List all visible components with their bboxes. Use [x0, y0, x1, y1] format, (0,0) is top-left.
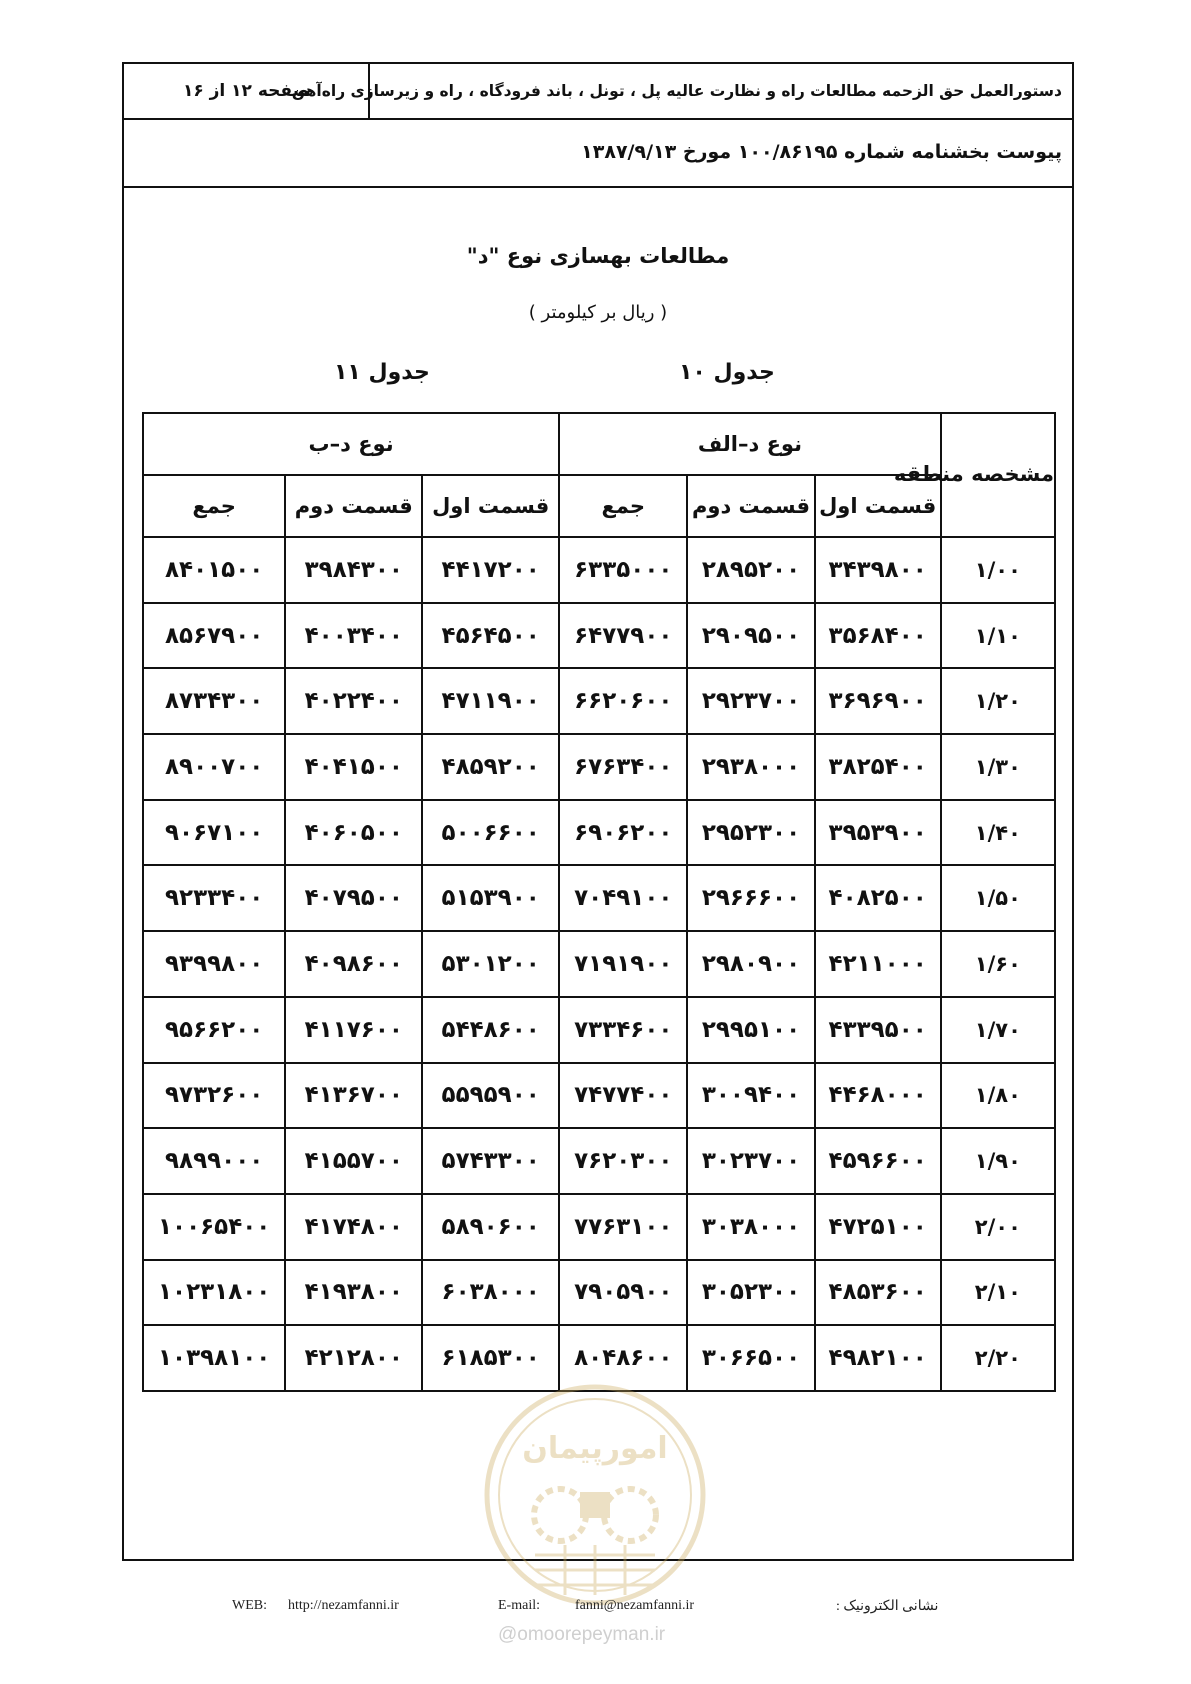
- table-row: [143, 1063, 1055, 1129]
- a-part2-cell: ۳۰۲۳۷۰۰: [687, 1128, 814, 1194]
- footer-web-label: WEB:: [232, 1598, 267, 1613]
- a-total-cell: ۶۹۰۶۲۰۰: [559, 800, 687, 866]
- document-title: مطالعات بهسازی نوع "د": [466, 244, 730, 268]
- b-part1-cell: ۶۰۳۸۰۰۰: [422, 1260, 559, 1326]
- region-cell: ۱/۳۰: [941, 734, 1055, 800]
- footer-email-fa-label: نشانی الکترونیک :: [836, 1599, 939, 1614]
- b-part2-cell: ۴۰۲۲۴۰۰: [285, 668, 422, 734]
- region-cell: ۱/۴۰: [941, 800, 1055, 866]
- a-part2-cell: ۳۰۵۲۳۰۰: [687, 1260, 814, 1326]
- region-cell: ۱/۰۰: [941, 537, 1055, 603]
- a-part1-cell: ۴۵۹۶۶۰۰: [815, 1128, 941, 1194]
- a-part1-cell: ۳۶۹۶۹۰۰: [815, 668, 941, 734]
- table-10-label: جدول ۱۰: [679, 360, 775, 385]
- group-a-total-header: جمع: [559, 475, 687, 537]
- a-total-cell: ۸۰۴۸۶۰۰: [559, 1325, 687, 1391]
- b-part2-cell: ۴۰۴۱۵۰۰: [285, 734, 422, 800]
- region-cell: ۱/۹۰: [941, 1128, 1055, 1194]
- b-part2-cell: ۴۱۹۳۸۰۰: [285, 1260, 422, 1326]
- a-part1-cell: ۴۰۸۲۵۰۰: [815, 865, 941, 931]
- a-part1-cell: ۴۴۶۸۰۰۰: [815, 1063, 941, 1129]
- b-total-cell: ۹۳۹۹۸۰۰: [143, 931, 285, 997]
- group-b-header: نوع د–ب: [143, 413, 559, 475]
- a-part2-cell: ۲۹۹۵۱۰۰: [687, 997, 814, 1063]
- region-cell: ۲/۱۰: [941, 1260, 1055, 1326]
- b-total-cell: ۱۰۰۶۵۴۰۰: [143, 1194, 285, 1260]
- a-part2-cell: ۲۹۵۲۳۰۰: [687, 800, 814, 866]
- a-part1-cell: ۳۹۵۳۹۰۰: [815, 800, 941, 866]
- table-row: [143, 537, 1055, 603]
- footer: [0, 1598, 1191, 1620]
- a-part2-cell: ۲۹۰۹۵۰۰: [687, 603, 814, 669]
- a-part1-cell: ۳۵۶۸۴۰۰: [815, 603, 941, 669]
- page-number: صفحه ۱۲ از ۱۶: [182, 81, 310, 101]
- a-total-cell: ۷۴۷۷۴۰۰: [559, 1063, 687, 1129]
- a-total-cell: ۶۶۲۰۶۰۰: [559, 668, 687, 734]
- footer-web-link[interactable]: http://nezamfanni.ir: [288, 1598, 399, 1613]
- a-part1-cell: ۴۳۳۹۵۰۰: [815, 997, 941, 1063]
- b-total-cell: ۹۸۹۹۰۰۰: [143, 1128, 285, 1194]
- group-a-part1-header: قسمت اول: [815, 475, 941, 537]
- b-part1-cell: ۵۷۴۳۳۰۰: [422, 1128, 559, 1194]
- b-part1-cell: ۴۷۱۱۹۰۰: [422, 668, 559, 734]
- b-part2-cell: ۴۰۶۰۵۰۰: [285, 800, 422, 866]
- a-total-cell: ۶۳۳۵۰۰۰: [559, 537, 687, 603]
- a-part1-cell: ۳۴۳۹۸۰۰: [815, 537, 941, 603]
- b-part2-cell: ۴۰۷۹۵۰۰: [285, 865, 422, 931]
- a-total-cell: ۷۹۰۵۹۰۰: [559, 1260, 687, 1326]
- table-row: [143, 800, 1055, 866]
- a-total-cell: ۶۴۷۷۹۰۰: [559, 603, 687, 669]
- table-row: [143, 1194, 1055, 1260]
- b-total-cell: ۹۰۶۷۱۰۰: [143, 800, 285, 866]
- group-a-part2-header: قسمت دوم: [687, 475, 814, 537]
- b-total-cell: ۱۰۲۳۱۸۰۰: [143, 1260, 285, 1326]
- b-part2-cell: ۴۱۳۶۷۰۰: [285, 1063, 422, 1129]
- b-part1-cell: ۵۰۰۶۶۰۰: [422, 800, 559, 866]
- footer-email-link[interactable]: fanni@nezamfanni.ir: [575, 1598, 695, 1613]
- b-part1-cell: ۵۸۹۰۶۰۰: [422, 1194, 559, 1260]
- table-row: [143, 1128, 1055, 1194]
- region-cell: ۱/۷۰: [941, 997, 1055, 1063]
- stamp-text: امورپیمان: [522, 1431, 668, 1466]
- b-total-cell: ۸۵۶۷۹۰۰: [143, 603, 285, 669]
- a-part1-cell: ۴۹۸۲۱۰۰: [815, 1325, 941, 1391]
- page-frame: [122, 62, 1074, 1561]
- a-total-cell: ۶۷۶۳۴۰۰: [559, 734, 687, 800]
- a-total-cell: ۷۷۶۳۱۰۰: [559, 1194, 687, 1260]
- b-part2-cell: ۴۱۷۴۸۰۰: [285, 1194, 422, 1260]
- circular-reference: پیوست بخشنامه شماره ۱۰۰/۸۶۱۹۵ مورخ ۱۳۸۷/۹/۱۳: [124, 118, 1072, 188]
- region-cell: ۲/۲۰: [941, 1325, 1055, 1391]
- omoor-peyman-stamp: [480, 1380, 710, 1610]
- region-cell: ۱/۵۰: [941, 865, 1055, 931]
- b-part1-cell: ۶۱۸۵۳۰۰: [422, 1325, 559, 1391]
- b-total-cell: ۹۷۳۲۶۰۰: [143, 1063, 285, 1129]
- rates-table-body: [143, 537, 1055, 1391]
- a-total-cell: ۷۰۴۹۱۰۰: [559, 865, 687, 931]
- a-part1-cell: ۴۲۱۱۰۰۰: [815, 931, 941, 997]
- b-total-cell: ۹۵۶۶۲۰۰: [143, 997, 285, 1063]
- b-part1-cell: ۴۵۶۴۵۰۰: [422, 603, 559, 669]
- a-part2-cell: ۳۰۰۹۴۰۰: [687, 1063, 814, 1129]
- a-part1-cell: ۴۷۲۵۱۰۰: [815, 1194, 941, 1260]
- table-row: [143, 1260, 1055, 1326]
- header-row: [124, 64, 1072, 120]
- b-total-cell: ۸۴۰۱۵۰۰: [143, 537, 285, 603]
- table-11-label: جدول ۱۱: [334, 360, 430, 385]
- group-b-part2-header: قسمت دوم: [285, 475, 422, 537]
- region-cell: ۱/۲۰: [941, 668, 1055, 734]
- unit-label: ( ریال بر کیلومتر ): [528, 302, 668, 323]
- a-part1-cell: ۳۸۲۵۴۰۰: [815, 734, 941, 800]
- b-total-cell: ۸۷۳۴۳۰۰: [143, 668, 285, 734]
- region-cell: ۱/۸۰: [941, 1063, 1055, 1129]
- b-part2-cell: ۴۰۹۸۶۰۰: [285, 931, 422, 997]
- region-cell: ۱/۶۰: [941, 931, 1055, 997]
- b-total-cell: ۸۹۰۰۷۰۰: [143, 734, 285, 800]
- table-row: [143, 931, 1055, 997]
- b-part1-cell: ۴۸۵۹۲۰۰: [422, 734, 559, 800]
- a-part2-cell: ۲۸۹۵۲۰۰: [687, 537, 814, 603]
- b-total-cell: ۹۲۳۳۴۰۰: [143, 865, 285, 931]
- a-part1-cell: ۴۸۵۳۶۰۰: [815, 1260, 941, 1326]
- a-total-cell: ۷۶۲۰۳۰۰: [559, 1128, 687, 1194]
- b-part1-cell: ۴۴۱۷۲۰۰: [422, 537, 559, 603]
- a-part2-cell: ۲۹۲۳۷۰۰: [687, 668, 814, 734]
- b-total-cell: ۱۰۳۹۸۱۰۰: [143, 1325, 285, 1391]
- group-b-part1-header: قسمت اول: [422, 475, 559, 537]
- b-part1-cell: ۵۱۵۳۹۰۰: [422, 865, 559, 931]
- b-part1-cell: ۵۳۰۱۲۰۰: [422, 931, 559, 997]
- b-part1-cell: ۵۵۹۵۹۰۰: [422, 1063, 559, 1129]
- a-part2-cell: ۳۰۶۶۵۰۰: [687, 1325, 814, 1391]
- region-cell: ۱/۱۰: [941, 603, 1055, 669]
- b-part2-cell: ۴۱۱۷۶۰۰: [285, 997, 422, 1063]
- a-part2-cell: ۲۹۳۸۰۰۰: [687, 734, 814, 800]
- table-row: [143, 668, 1055, 734]
- region-cell: ۲/۰۰: [941, 1194, 1055, 1260]
- b-part2-cell: ۴۰۰۳۴۰۰: [285, 603, 422, 669]
- table-row: [143, 734, 1055, 800]
- b-part2-cell: ۴۲۱۲۸۰۰: [285, 1325, 422, 1391]
- a-total-cell: ۷۳۳۴۶۰۰: [559, 997, 687, 1063]
- group-a-header: نوع د–الف: [559, 413, 941, 475]
- b-part1-cell: ۵۴۴۸۶۰۰: [422, 997, 559, 1063]
- watermark-text: @omoorepeyman.ir: [498, 1624, 666, 1645]
- table-row: [143, 997, 1055, 1063]
- footer-email-label: E-mail:: [498, 1598, 540, 1613]
- group-b-total-header: جمع: [143, 475, 285, 537]
- a-total-cell: ۷۱۹۱۹۰۰: [559, 931, 687, 997]
- rates-table: [142, 412, 1056, 1392]
- a-part2-cell: ۳۰۳۸۰۰۰: [687, 1194, 814, 1260]
- a-part2-cell: ۲۹۸۰۹۰۰: [687, 931, 814, 997]
- b-part2-cell: ۴۱۵۵۷۰۰: [285, 1128, 422, 1194]
- b-part2-cell: ۳۹۸۴۳۰۰: [285, 537, 422, 603]
- region-header: مشخصه منطقه: [941, 413, 1055, 537]
- a-part2-cell: ۲۹۶۶۶۰۰: [687, 865, 814, 931]
- document-header-title: دستورالعمل حق الزحمه مطالعات راه و نظارت عالیه پل ، تونل ، باند فرودگاه ، راه و زیرسازی راه‌آهن: [368, 64, 1072, 118]
- table-row: [143, 603, 1055, 669]
- table-row: [143, 865, 1055, 931]
